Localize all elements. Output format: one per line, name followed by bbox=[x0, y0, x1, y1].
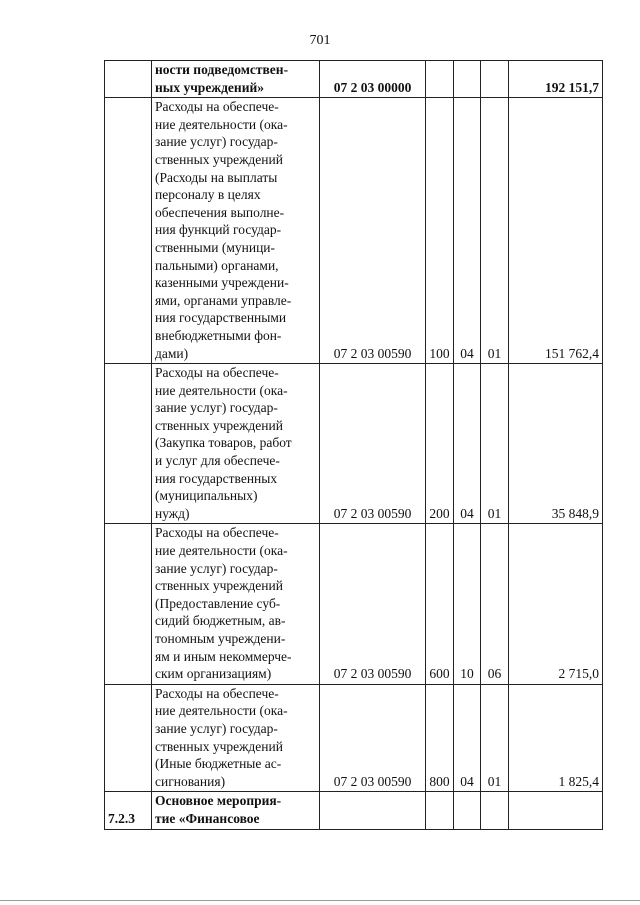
table-row bbox=[105, 364, 603, 524]
amount-cell: 192 151,7 bbox=[509, 61, 603, 98]
target-article-code-cell: 07 2 03 00590 bbox=[320, 684, 426, 792]
target-article-code-cell: 07 2 03 00590 bbox=[320, 98, 426, 364]
subsection-cell bbox=[481, 61, 509, 98]
table-row bbox=[105, 61, 603, 98]
row-number-cell bbox=[105, 364, 152, 524]
amount-cell: 35 848,9 bbox=[509, 364, 603, 524]
budget-table bbox=[104, 60, 603, 830]
subsection-cell: 01 bbox=[481, 98, 509, 364]
row-number-cell bbox=[105, 684, 152, 792]
table-row bbox=[105, 524, 603, 684]
amount-cell: 2 715,0 bbox=[509, 524, 603, 684]
expense-type-cell: 200 bbox=[426, 364, 454, 524]
expense-name-cell: Расходы на обеспече- ние деятельности (ока- зание услуг) государ- ственных учреждений (Иные бюджетные ас- сигнования) bbox=[152, 684, 320, 792]
amount-cell bbox=[509, 792, 603, 829]
row-number-cell bbox=[105, 524, 152, 684]
expense-name-cell: Основное мероприя- тие «Финансовое bbox=[152, 792, 320, 829]
target-article-code-cell: 07 2 03 00590 bbox=[320, 364, 426, 524]
section-cell: 04 bbox=[454, 98, 481, 364]
expense-type-cell bbox=[426, 61, 454, 98]
subsection-cell: 01 bbox=[481, 684, 509, 792]
section-cell: 04 bbox=[454, 364, 481, 524]
section-cell bbox=[454, 61, 481, 98]
target-article-code-cell: 07 2 03 00590 bbox=[320, 524, 426, 684]
expense-name-cell: Расходы на обеспече- ние деятельности (ока- зание услуг) государ- ственных учреждений (Расходы на выплаты персоналу в целях обеспечения выполне- ния функций государ- ственными (муници- пальными) органами, казенными учреждени- ями, органами управле- ния государственными внебюджетными фон- дами) bbox=[152, 98, 320, 364]
expense-type-cell bbox=[426, 792, 454, 829]
table-row bbox=[105, 792, 603, 829]
target-article-code-cell: 07 2 03 00000 bbox=[320, 61, 426, 98]
section-cell: 10 bbox=[454, 524, 481, 684]
expense-type-cell: 800 bbox=[426, 684, 454, 792]
expense-name-cell: ности подведомствен- ных учреждений» bbox=[152, 61, 320, 98]
page-number: 701 bbox=[309, 33, 331, 48]
subsection-cell bbox=[481, 792, 509, 829]
amount-cell: 151 762,4 bbox=[509, 98, 603, 364]
expense-name-cell: Расходы на обеспече- ние деятельности (ока- зание услуг) государ- ственных учреждений (Закупка товаров, работ и услуг для обеспече- ния государственных (муниципальных) нужд) bbox=[152, 364, 320, 524]
subsection-cell: 06 bbox=[481, 524, 509, 684]
page-bottom-rule bbox=[0, 900, 640, 901]
expense-type-cell: 600 bbox=[426, 524, 454, 684]
target-article-code-cell bbox=[320, 792, 426, 829]
subsection-cell: 01 bbox=[481, 364, 509, 524]
row-number-cell: 7.2.3 bbox=[105, 792, 152, 829]
expense-type-cell: 100 bbox=[426, 98, 454, 364]
row-number-cell bbox=[105, 98, 152, 364]
amount-cell: 1 825,4 bbox=[509, 684, 603, 792]
row-number-cell bbox=[105, 61, 152, 98]
table-row bbox=[105, 684, 603, 792]
section-cell: 04 bbox=[454, 684, 481, 792]
section-cell bbox=[454, 792, 481, 829]
table-row bbox=[105, 98, 603, 364]
expense-name-cell: Расходы на обеспече- ние деятельности (ока- зание услуг) государ- ственных учреждений (Предоставление суб- сидий бюджетным, ав- тономным учреждени- ям и иным некоммерче- ским организациям) bbox=[152, 524, 320, 684]
budget-table-body bbox=[105, 61, 603, 830]
